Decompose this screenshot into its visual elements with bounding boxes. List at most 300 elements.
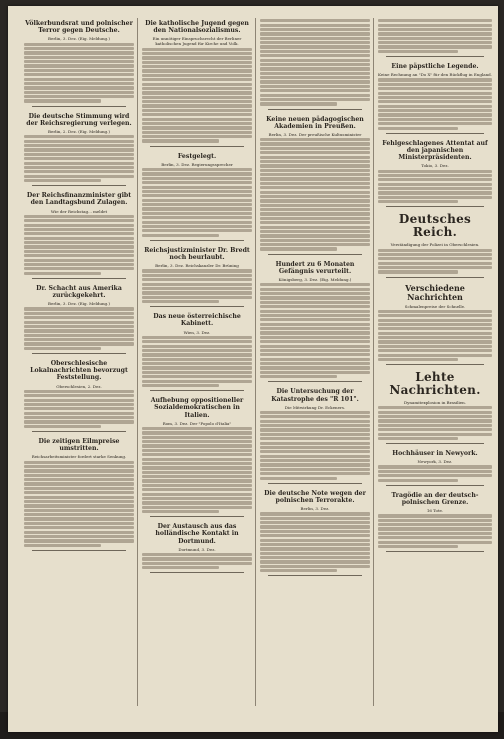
text-line <box>142 371 252 374</box>
text-line <box>24 504 134 507</box>
text-line <box>378 527 492 530</box>
text-line <box>378 50 458 53</box>
text-line <box>24 95 134 98</box>
article-subhead: Schmalenpreise der Schnelle. <box>404 303 466 309</box>
article <box>24 360 134 432</box>
text-line <box>24 267 134 270</box>
text-line <box>24 500 134 503</box>
article-headline: Tragödie an der deutsch-polnischen Grenze. <box>391 491 479 506</box>
text-line <box>142 65 252 68</box>
text-line <box>24 329 134 332</box>
article-subhead: Wien, 3. Dez. <box>183 329 211 335</box>
text-line <box>142 506 252 509</box>
text-line <box>260 19 370 22</box>
article-divider <box>386 206 484 207</box>
text-line <box>142 216 252 219</box>
text-line <box>378 545 458 548</box>
article-subhead: Berlin, 3. Dez. <box>300 506 330 512</box>
text-line <box>260 455 370 458</box>
text-line <box>378 424 492 427</box>
text-line <box>24 47 134 50</box>
text-line <box>260 24 370 27</box>
text-line <box>260 305 370 308</box>
article-headline: Deutsches Reich. <box>398 212 472 240</box>
text-line <box>378 536 492 539</box>
article-headline: Verschiedene Nachrichten <box>405 282 465 302</box>
text-line <box>260 547 370 550</box>
text-line <box>24 179 101 182</box>
text-line <box>142 221 252 224</box>
text-line <box>142 431 252 434</box>
text-line <box>24 509 134 512</box>
text-line <box>260 28 370 31</box>
text-line <box>260 521 370 524</box>
text-line <box>142 296 252 299</box>
text-line <box>142 109 252 112</box>
text-line <box>142 190 252 193</box>
text-line <box>260 530 370 533</box>
text-line <box>378 415 492 418</box>
text-line <box>260 428 370 431</box>
text-line <box>260 217 370 220</box>
text-line <box>260 353 370 356</box>
text-line <box>260 301 370 304</box>
text-line <box>260 340 370 343</box>
text-line <box>378 92 492 95</box>
article <box>260 261 370 383</box>
text-line <box>378 514 492 517</box>
text-line <box>142 493 252 496</box>
text-line <box>142 466 252 469</box>
text-line <box>24 347 101 350</box>
text-line <box>24 232 134 235</box>
article <box>378 450 492 486</box>
text-line <box>260 234 370 237</box>
text-line <box>378 270 458 273</box>
article <box>378 492 492 552</box>
text-line <box>260 569 337 572</box>
text-line <box>260 539 370 542</box>
text-line <box>24 140 134 143</box>
text-line <box>142 436 252 439</box>
text-line <box>378 28 492 31</box>
text-line <box>260 560 370 563</box>
article-divider <box>386 133 484 134</box>
text-line <box>260 292 370 295</box>
article-subhead: Dortmund, 3. Dez. <box>178 546 216 552</box>
text-line <box>142 345 252 348</box>
text-line <box>142 118 252 121</box>
text-line <box>378 470 492 473</box>
text-line <box>142 139 219 142</box>
text-line <box>260 442 370 445</box>
text-line <box>24 407 134 410</box>
text-line <box>24 86 134 89</box>
text-line <box>142 553 252 556</box>
text-line <box>142 78 252 81</box>
text-line <box>142 510 219 513</box>
text-line <box>142 366 252 369</box>
text-line <box>260 151 370 154</box>
text-line <box>142 229 252 232</box>
article-divider <box>386 364 484 365</box>
column-3 <box>260 18 370 708</box>
text-line <box>378 266 492 269</box>
text-line <box>142 122 252 125</box>
text-line <box>142 358 252 361</box>
article-subhead: Newyork, 3. Dez. <box>417 459 453 465</box>
text-line <box>142 562 252 565</box>
article-headline: Hundert zu 6 Monaten Gefängnis verurteilt. <box>275 260 355 275</box>
text-line <box>260 512 370 515</box>
text-line <box>260 212 370 215</box>
text-line <box>142 83 252 86</box>
article-divider <box>386 56 484 57</box>
column-1 <box>24 18 134 708</box>
text-line <box>24 307 134 310</box>
text-line <box>260 76 370 79</box>
text-line <box>142 349 252 352</box>
text-line <box>142 362 252 365</box>
text-line <box>142 234 219 237</box>
article-divider <box>268 575 362 576</box>
article-headline: Die deutsche Stimmung wird der Reichsregierung verlegen. <box>26 112 132 127</box>
text-line <box>260 226 370 229</box>
article-headline: Dr. Schacht aus Amerika zurückgekehrt. <box>36 284 122 300</box>
text-line <box>24 526 134 529</box>
article-subhead: Oberschlesien, 2. Dez. <box>56 383 102 389</box>
text-line <box>260 32 370 35</box>
text-line <box>260 80 370 83</box>
text-line <box>24 325 134 328</box>
text-line <box>260 59 370 62</box>
article <box>24 113 134 187</box>
article-divider <box>32 185 126 186</box>
article <box>260 388 370 483</box>
text-line <box>24 334 134 337</box>
article-headline: Das neue österreichische Kabinett. <box>153 313 241 328</box>
text-line <box>378 336 492 339</box>
text-line <box>24 491 134 494</box>
text-line <box>260 50 370 53</box>
text-line <box>378 523 492 526</box>
text-line <box>24 219 134 222</box>
text-line <box>378 310 492 313</box>
text-line <box>142 497 252 500</box>
text-line <box>260 67 370 70</box>
text-line <box>24 522 134 525</box>
text-line <box>142 207 252 210</box>
text-line <box>24 513 134 516</box>
text-line <box>260 182 370 185</box>
article-headline: Reichsjustizminister Dr. Bredt noch beurlaubt. <box>144 246 250 262</box>
article-headline: Der Reichsfinanzminister gibt den Landtagsbund Zulagen. <box>26 192 132 207</box>
text-line <box>378 122 492 125</box>
text-line <box>378 200 458 203</box>
text-line <box>24 175 134 178</box>
text-line <box>378 183 492 186</box>
text-line <box>260 160 370 163</box>
text-line <box>260 517 370 520</box>
text-line <box>142 274 252 277</box>
text-line <box>260 204 370 207</box>
text-line <box>260 534 370 537</box>
text-line <box>378 519 492 522</box>
text-line <box>260 323 370 326</box>
text-line <box>260 191 370 194</box>
text-line <box>24 412 134 415</box>
text-line <box>378 428 492 431</box>
text-line <box>142 194 252 197</box>
text-line <box>260 63 370 66</box>
text-line <box>260 459 370 462</box>
text-line <box>142 91 252 94</box>
text-line <box>378 406 492 409</box>
text-line <box>378 532 492 535</box>
article-subhead: Ein unnötiger Einspruchsrecht der Berliner katholischen Jugend für Kirche und Volk. <box>152 36 242 47</box>
text-line <box>24 474 134 477</box>
article-headline: Eine päpstliche Legende. <box>391 63 479 70</box>
text-line <box>142 269 252 272</box>
article-divider <box>268 109 362 110</box>
article <box>260 116 370 255</box>
text-line <box>260 468 370 471</box>
article-subhead: Rom, 3. Dez. Der "Popolo d'Italia" <box>162 420 232 426</box>
text-line <box>24 403 134 406</box>
text-line <box>260 156 370 159</box>
article <box>142 247 252 307</box>
text-line <box>142 484 252 487</box>
text-line <box>260 358 370 361</box>
text-line <box>378 24 492 27</box>
text-line <box>378 41 492 44</box>
text-line <box>24 135 134 138</box>
text-line <box>142 87 252 90</box>
article-headline: Aufhebung oppositioneller Sozialdemokratischen in Italien. <box>150 397 244 419</box>
article-divider <box>150 390 244 391</box>
article-subhead: Berlin, 3. Dez. Reichskanzler Dr. Brüning <box>155 263 239 269</box>
article <box>24 192 134 279</box>
text-line <box>24 215 134 218</box>
text-line <box>260 288 370 291</box>
text-line <box>378 319 492 322</box>
text-line <box>142 453 252 456</box>
text-line <box>24 224 134 227</box>
text-line <box>378 45 492 48</box>
text-line <box>142 100 252 103</box>
text-line <box>24 539 134 542</box>
column-4 <box>378 18 492 708</box>
text-line <box>260 463 370 466</box>
text-line <box>260 195 370 198</box>
text-line <box>260 477 337 480</box>
article <box>142 313 252 391</box>
text-line <box>260 169 370 172</box>
text-line <box>142 449 252 452</box>
article-subhead: Königsberg, 3. Dez. (Eig. Meldung.) <box>278 277 352 283</box>
article-headline: Festgelegt. <box>177 152 217 160</box>
text-line <box>260 446 370 449</box>
column-rule <box>255 18 256 706</box>
text-line <box>142 186 252 189</box>
text-line <box>142 488 252 491</box>
text-line <box>142 444 252 447</box>
text-line <box>378 196 492 199</box>
text-line <box>24 241 134 244</box>
text-line <box>378 541 492 544</box>
text-line <box>260 72 370 75</box>
text-line <box>24 496 134 499</box>
article-headline: Die Untersuchung der Katastrophe des "R 101". <box>271 388 359 403</box>
text-line <box>142 104 252 107</box>
article <box>378 63 492 134</box>
text-line <box>24 312 134 315</box>
text-line <box>24 420 134 423</box>
article-subhead: Verständigung der Polizei in Oberschlesien. <box>390 242 480 248</box>
text-line <box>260 318 370 321</box>
text-line <box>24 259 134 262</box>
text-line <box>260 336 370 339</box>
article-headline: Oberschlesische Lokalnachrichten bevorzugt Feststellung. <box>30 360 128 382</box>
text-line <box>24 461 134 464</box>
text-line <box>24 245 134 248</box>
article <box>378 213 492 277</box>
article <box>378 371 492 444</box>
text-line <box>142 74 252 77</box>
article-divider <box>150 146 244 147</box>
text-line <box>260 247 337 250</box>
article <box>378 140 492 208</box>
text-line <box>24 487 134 490</box>
text-line <box>378 187 492 190</box>
text-line <box>378 78 492 81</box>
article-divider <box>32 353 126 354</box>
text-line <box>142 203 252 206</box>
text-line <box>378 113 492 116</box>
text-line <box>24 51 134 54</box>
text-line <box>378 96 492 99</box>
article-divider <box>268 254 362 255</box>
text-line <box>142 113 252 116</box>
text-line <box>378 191 492 194</box>
text-line <box>260 221 370 224</box>
text-line <box>378 19 492 22</box>
article-headline: Hochhäuser in Newyork. <box>392 450 478 458</box>
text-line <box>24 78 134 81</box>
text-line <box>24 531 134 534</box>
text-line <box>142 135 252 138</box>
article-divider <box>268 381 362 382</box>
text-line <box>378 354 492 357</box>
text-line <box>378 253 492 256</box>
text-line <box>24 60 134 63</box>
article <box>260 19 370 109</box>
text-line <box>260 349 370 352</box>
text-line <box>260 243 370 246</box>
article-divider <box>32 278 126 279</box>
article-divider <box>386 277 484 278</box>
text-line <box>378 411 492 414</box>
article <box>378 284 492 366</box>
article <box>24 20 134 107</box>
article-divider <box>150 572 244 573</box>
text-line <box>378 358 458 361</box>
text-line <box>24 272 101 275</box>
text-line <box>260 420 370 423</box>
article-divider <box>32 106 126 107</box>
text-line <box>260 345 370 348</box>
article-headline: Lehte Nachrichten. <box>389 370 481 398</box>
text-line <box>24 153 134 156</box>
text-line <box>142 172 252 175</box>
text-line <box>142 566 219 569</box>
text-line <box>260 424 370 427</box>
text-line <box>378 419 492 422</box>
text-line <box>260 362 370 365</box>
text-line <box>260 199 370 202</box>
column-rule <box>373 18 374 706</box>
text-line <box>260 230 370 233</box>
text-line <box>24 263 134 266</box>
text-line <box>260 552 370 555</box>
text-line <box>260 366 370 369</box>
text-line <box>24 338 134 341</box>
text-line <box>260 85 370 88</box>
text-line <box>378 100 492 103</box>
text-line <box>142 300 219 303</box>
text-line <box>142 69 252 72</box>
text-line <box>142 126 252 129</box>
text-line <box>142 375 252 378</box>
column-rule <box>137 18 138 706</box>
article-subhead: Reichsarbeitsminister fordert starke Senkung. <box>31 454 127 460</box>
text-line <box>24 43 134 46</box>
article-subhead: Die Mitwirkung Dr. Eckeners. <box>284 404 346 410</box>
text-line <box>24 69 134 72</box>
text-line <box>142 479 252 482</box>
text-line <box>378 127 458 130</box>
text-line <box>260 450 370 453</box>
text-line <box>260 102 337 105</box>
article <box>142 397 252 517</box>
text-line <box>142 475 252 478</box>
text-line <box>378 105 492 108</box>
text-line <box>24 166 134 169</box>
text-line <box>260 310 370 313</box>
text-line <box>378 437 458 440</box>
text-line <box>142 336 252 339</box>
text-line <box>378 37 492 40</box>
text-line <box>24 399 134 402</box>
text-line <box>142 557 252 560</box>
text-line <box>260 45 370 48</box>
text-line <box>378 249 492 252</box>
article-subhead: Dynamitexplosion in Brasilien. <box>403 400 467 406</box>
text-line <box>142 283 252 286</box>
text-line <box>260 375 337 378</box>
text-line <box>24 162 134 165</box>
article-headline: Der Austausch aus das holländische Kontakt in Dortmund. <box>155 523 239 545</box>
text-line <box>260 98 370 101</box>
article-subhead: 16 Tote. <box>426 508 444 514</box>
text-line <box>378 474 492 477</box>
text-line <box>260 147 370 150</box>
text-line <box>24 91 134 94</box>
article <box>142 523 252 573</box>
text-line <box>260 177 370 180</box>
text-line <box>24 482 134 485</box>
text-line <box>260 415 370 418</box>
